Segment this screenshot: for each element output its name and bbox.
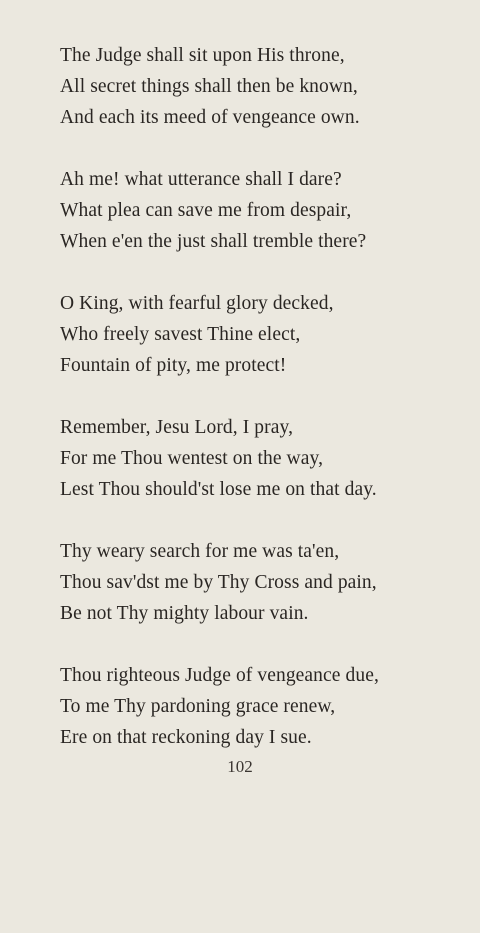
poem-line: Thy weary search for me was ta'en, (60, 541, 340, 562)
poem-line: Fountain of pity, me protect! (60, 355, 287, 376)
stanza-1 (60, 40, 460, 133)
poem-line: To me Thy pardoning grace renew, (60, 696, 336, 717)
poem-line: Ah me! what utterance shall I dare? (60, 169, 342, 190)
poem-line: What plea can save me from despair, (60, 200, 352, 221)
poem-line: The Judge shall sit upon His throne, (60, 45, 345, 66)
poem-line: Be not Thy mighty labour vain. (60, 603, 309, 624)
poem-line: Thou righteous Judge of vengeance due, (60, 665, 379, 686)
poem-line: For me Thou wentest on the way, (60, 448, 324, 469)
poem-line: Lest Thou should'st lose me on that day. (60, 479, 377, 500)
poem-line: Ere on that reckoning day I sue. (60, 727, 312, 748)
poem-line: Remember, Jesu Lord, I pray, (60, 417, 294, 438)
stanza-4 (60, 412, 460, 505)
stanza-3 (60, 288, 460, 381)
poem-line: Who freely savest Thine elect, (60, 324, 301, 345)
poem-line: Thou sav'dst me by Thy Cross and pain, (60, 572, 377, 593)
stanza-6 (60, 660, 460, 753)
poem-line: O King, with fearful glory decked, (60, 293, 334, 314)
poem-line: All secret things shall then be known, (60, 76, 358, 97)
poem-line: And each its meed of vengeance own. (60, 107, 360, 128)
poem-line: When e'en the just shall tremble there? (60, 231, 367, 252)
stanza-2 (60, 164, 460, 257)
stanza-5 (60, 536, 460, 629)
poem-text (60, 40, 460, 753)
page-number: 102 (227, 757, 253, 776)
